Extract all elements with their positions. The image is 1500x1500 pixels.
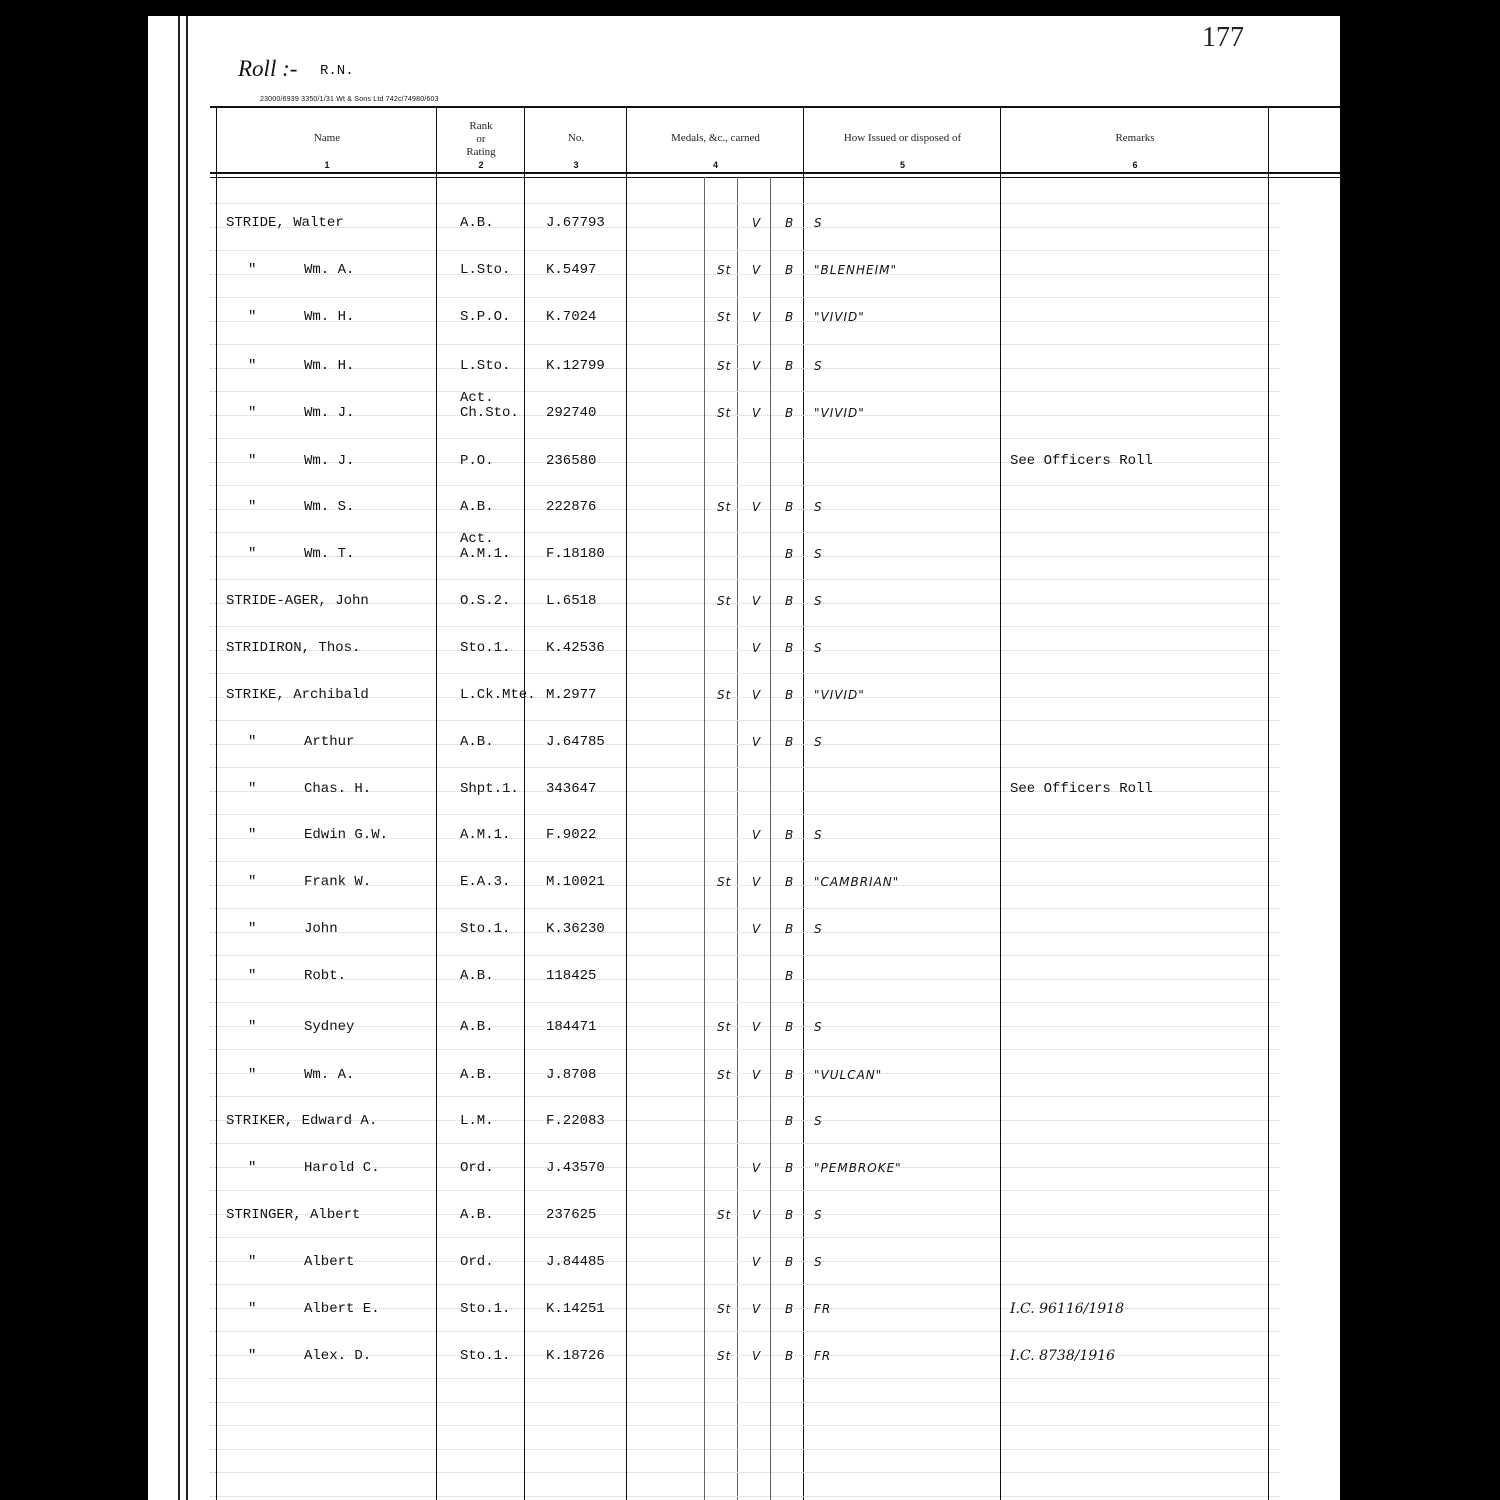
surname-cell: STRIDIRON, Thos. <box>226 640 361 656</box>
rank-cell: Act. Ch.Sto. <box>460 390 519 421</box>
ruled-line <box>210 1378 1280 1379</box>
ruled-line <box>210 1331 1280 1332</box>
service-number-cell: F.22083 <box>546 1113 605 1129</box>
star-medal-mark: St <box>717 1208 732 1222</box>
ditto-mark: " <box>248 309 257 325</box>
ditto-mark: " <box>248 874 257 890</box>
ruled-line <box>210 203 1280 204</box>
rank-cell: A.B. <box>460 215 494 231</box>
service-number-cell: F.18180 <box>546 546 605 562</box>
service-number-cell: K.14251 <box>546 1301 605 1317</box>
ruled-line <box>210 509 1280 510</box>
service-number-cell: K.42536 <box>546 640 605 656</box>
ruled-line <box>210 344 1280 345</box>
given-name-cell: Frank W. <box>304 874 372 890</box>
rank-cell: Act. A.M.1. <box>460 531 511 562</box>
service-number-cell: 343647 <box>546 781 597 797</box>
ruled-line <box>210 650 1280 651</box>
issued-cell: S <box>814 735 823 749</box>
victory-medal-mark: V <box>752 828 762 842</box>
service-number-cell: K.5497 <box>546 262 597 278</box>
ruled-line <box>210 697 1280 698</box>
ditto-mark: " <box>248 405 257 421</box>
rank-cell: A.B. <box>460 499 494 515</box>
ditto-mark: " <box>248 781 257 797</box>
issued-cell: "VIVID" <box>814 688 865 702</box>
service-number-cell: M.10021 <box>546 874 605 890</box>
given-name-cell: John <box>304 921 338 937</box>
service-number-cell: J.8708 <box>546 1067 597 1083</box>
column-rule <box>216 106 217 1500</box>
star-medal-mark: St <box>717 1020 732 1034</box>
british-medal-mark: B <box>785 1020 795 1034</box>
rank-cell: A.B. <box>460 1207 494 1223</box>
given-name-cell: Robt. <box>304 968 347 984</box>
ditto-mark: " <box>248 827 257 843</box>
ruled-line <box>210 626 1280 627</box>
ruled-line <box>210 1425 1280 1426</box>
service-number-cell: 184471 <box>546 1019 597 1035</box>
surname-cell: STRIDE-AGER, John <box>226 593 369 609</box>
binding-frame <box>178 16 188 1500</box>
rank-cell: A.B. <box>460 734 494 750</box>
header-bottom-rule-2 <box>210 177 1340 178</box>
rank-cell: A.M.1. <box>460 827 511 843</box>
british-medal-mark: B <box>785 922 795 936</box>
ruled-line <box>210 932 1280 933</box>
british-medal-mark: B <box>785 735 795 749</box>
british-medal-mark: B <box>785 500 795 514</box>
ruled-line <box>210 1496 1280 1497</box>
ditto-mark: " <box>248 453 257 469</box>
british-medal-mark: B <box>785 1349 795 1363</box>
ruled-line <box>210 1049 1280 1050</box>
rank-cell: Sto.1. <box>460 1301 511 1317</box>
ruled-line <box>210 1261 1280 1262</box>
ditto-mark: " <box>248 1019 257 1035</box>
rank-cell: A.B. <box>460 1067 494 1083</box>
issued-cell: S <box>814 594 823 608</box>
roll-value: R.N. <box>320 63 354 79</box>
col-head-rank: Rank or Rating <box>466 120 496 158</box>
british-medal-mark: B <box>785 216 795 230</box>
roll-label: Roll :- <box>238 56 298 81</box>
column-rule <box>1268 106 1269 1500</box>
ruled-line <box>210 415 1280 416</box>
remarks-cell: See Officers Roll <box>1010 781 1153 797</box>
ruled-line <box>210 1143 1280 1144</box>
ruled-line <box>210 955 1280 956</box>
issued-cell: S <box>814 641 823 655</box>
victory-medal-mark: V <box>752 641 762 655</box>
surname-cell: STRIKER, Edward A. <box>226 1113 378 1129</box>
british-medal-mark: B <box>785 1302 795 1316</box>
service-number-cell: K.7024 <box>546 309 597 325</box>
ditto-mark: " <box>248 1160 257 1176</box>
issued-cell: FR <box>814 1302 832 1316</box>
column-rule <box>436 106 437 1500</box>
rank-cell: Shpt.1. <box>460 781 519 797</box>
issued-cell: FR <box>814 1349 832 1363</box>
col-num-6: 6 <box>1132 160 1138 170</box>
star-medal-mark: St <box>717 406 732 420</box>
service-number-cell: J.84485 <box>546 1254 605 1270</box>
remarks-cell: I.C. 96116/1918 <box>1010 1301 1124 1317</box>
given-name-cell: Alex. D. <box>304 1348 372 1364</box>
ruled-line <box>210 1214 1280 1215</box>
given-name-cell: Wm. J. <box>304 453 355 469</box>
rank-cell: Sto.1. <box>460 1348 511 1364</box>
issued-cell: S <box>814 359 823 373</box>
page-number: 177 <box>1202 22 1244 53</box>
british-medal-mark: B <box>785 688 795 702</box>
victory-medal-mark: V <box>752 1255 762 1269</box>
victory-medal-mark: V <box>752 406 762 420</box>
ruled-line <box>210 1096 1280 1097</box>
ruled-line <box>210 438 1280 439</box>
star-medal-mark: St <box>717 500 732 514</box>
ruled-line <box>210 250 1280 251</box>
given-name-cell: Wm. S. <box>304 499 355 515</box>
british-medal-mark: B <box>785 263 795 277</box>
issued-cell: S <box>814 500 823 514</box>
ruled-line <box>210 1284 1280 1285</box>
victory-medal-mark: V <box>752 310 762 324</box>
col-head-name: Name <box>313 132 341 144</box>
british-medal-mark: B <box>785 828 795 842</box>
surname-cell: STRINGER, Albert <box>226 1207 361 1223</box>
ruled-line <box>210 908 1280 909</box>
ruled-line <box>210 1026 1280 1027</box>
british-medal-mark: B <box>785 1255 795 1269</box>
ditto-mark: " <box>248 1301 257 1317</box>
rank-cell: L.Ck.Mte. <box>460 687 536 703</box>
ditto-mark: " <box>248 921 257 937</box>
header-top-rule <box>210 106 1340 108</box>
british-medal-mark: B <box>785 406 795 420</box>
star-medal-mark: St <box>717 875 732 889</box>
victory-medal-mark: V <box>752 359 762 373</box>
issued-cell: S <box>814 1114 823 1128</box>
service-number-cell: J.64785 <box>546 734 605 750</box>
victory-medal-mark: V <box>752 1020 762 1034</box>
service-number-cell: J.43570 <box>546 1160 605 1176</box>
ruled-line <box>210 1472 1280 1473</box>
issued-cell: "VULCAN" <box>814 1068 883 1082</box>
column-rule <box>803 106 804 1500</box>
given-name-cell: Wm. A. <box>304 262 355 278</box>
victory-medal-mark: V <box>752 875 762 889</box>
ruled-line <box>210 532 1280 533</box>
surname-cell: STRIDE, Walter <box>226 215 344 231</box>
given-name-cell: Chas. H. <box>304 781 372 797</box>
ruled-line <box>210 979 1280 980</box>
col-head-issued: How Issued or disposed of <box>843 132 962 144</box>
issued-cell: S <box>814 216 823 230</box>
ruled-line <box>210 1449 1280 1450</box>
ditto-mark: " <box>248 734 257 750</box>
printer-imprint: 23000/6939 3350/1/31 Wt & Sons Ltd 742c/74980/603 <box>260 96 439 103</box>
service-number-cell: L.6518 <box>546 593 597 609</box>
victory-medal-mark: V <box>752 1161 762 1175</box>
service-number-cell: 292740 <box>546 405 597 421</box>
issued-cell: S <box>814 1020 823 1034</box>
given-name-cell: Sydney <box>304 1019 355 1035</box>
ruled-line <box>210 321 1280 322</box>
ditto-mark: " <box>248 1254 257 1270</box>
col-num-1: 1 <box>324 160 330 170</box>
rank-cell: Sto.1. <box>460 640 511 656</box>
given-name-cell: Albert E. <box>304 1301 380 1317</box>
col-head-medals: Medals, &c., carned <box>671 132 760 144</box>
col-num-2: 2 <box>478 160 484 170</box>
star-medal-mark: St <box>717 594 732 608</box>
issued-cell: S <box>814 828 823 842</box>
victory-medal-mark: V <box>752 594 762 608</box>
ruled-line <box>210 1073 1280 1074</box>
british-medal-mark: B <box>785 547 795 561</box>
given-name-cell: Wm. H. <box>304 309 355 325</box>
ruled-line <box>210 391 1280 392</box>
ditto-mark: " <box>248 546 257 562</box>
service-number-cell: 237625 <box>546 1207 597 1223</box>
victory-medal-mark: V <box>752 922 762 936</box>
ruled-line <box>210 1237 1280 1238</box>
victory-medal-mark: V <box>752 1068 762 1082</box>
ruled-line <box>210 274 1280 275</box>
victory-medal-mark: V <box>752 1208 762 1222</box>
roll-sheet <box>148 16 1340 1500</box>
victory-medal-mark: V <box>752 500 762 514</box>
ruled-line <box>210 1190 1280 1191</box>
rank-cell: Ord. <box>460 1160 494 1176</box>
rank-cell: A.B. <box>460 968 494 984</box>
british-medal-mark: B <box>785 875 795 889</box>
issued-cell: S <box>814 922 823 936</box>
ruled-line <box>210 814 1280 815</box>
remarks-cell: See Officers Roll <box>1010 453 1153 469</box>
issued-cell: "CAMBRIAN" <box>814 875 900 889</box>
service-number-cell: J.67793 <box>546 215 605 231</box>
given-name-cell: Edwin G.W. <box>304 827 389 843</box>
rank-cell: A.B. <box>460 1019 494 1035</box>
given-name-cell: Wm. J. <box>304 405 355 421</box>
given-name-cell: Harold C. <box>304 1160 380 1176</box>
ruled-line <box>210 368 1280 369</box>
given-name-cell: Albert <box>304 1254 355 1270</box>
column-rule <box>626 106 627 1500</box>
rank-cell: L.M. <box>460 1113 494 1129</box>
victory-medal-mark: V <box>752 1349 762 1363</box>
ruled-line <box>210 485 1280 486</box>
rank-cell: P.O. <box>460 453 494 469</box>
ruled-line <box>210 579 1280 580</box>
ruled-line <box>210 603 1280 604</box>
star-medal-mark: St <box>717 310 732 324</box>
rank-cell: L.Sto. <box>460 262 511 278</box>
star-medal-mark: St <box>717 688 732 702</box>
ruled-line <box>210 297 1280 298</box>
header-bottom-rule <box>210 172 1340 174</box>
rank-cell: E.A.3. <box>460 874 511 890</box>
ruled-line <box>210 767 1280 768</box>
ruled-line <box>210 861 1280 862</box>
col-head-number: No. <box>567 132 585 144</box>
service-number-cell: 118425 <box>546 968 597 984</box>
ditto-mark: " <box>248 1067 257 1083</box>
ruled-line <box>210 673 1280 674</box>
british-medal-mark: B <box>785 1161 795 1175</box>
star-medal-mark: St <box>717 1349 732 1363</box>
service-number-cell: F.9022 <box>546 827 597 843</box>
rank-cell: O.S.2. <box>460 593 511 609</box>
col-head-remarks: Remarks <box>1115 132 1155 144</box>
star-medal-mark: St <box>717 263 732 277</box>
ditto-mark: " <box>248 499 257 515</box>
ruled-line <box>210 1402 1280 1403</box>
issued-cell: S <box>814 1208 823 1222</box>
victory-medal-mark: V <box>752 263 762 277</box>
victory-medal-mark: V <box>752 1302 762 1316</box>
remarks-cell: I.C. 8738/1916 <box>1010 1348 1116 1364</box>
given-name-cell: Wm. H. <box>304 358 355 374</box>
col-num-4: 4 <box>712 160 718 170</box>
given-name-cell: Wm. T. <box>304 546 355 562</box>
rank-cell: L.Sto. <box>460 358 511 374</box>
given-name-cell: Arthur <box>304 734 355 750</box>
ruled-line <box>210 744 1280 745</box>
victory-medal-mark: V <box>752 216 762 230</box>
service-number-cell: K.36230 <box>546 921 605 937</box>
british-medal-mark: B <box>785 969 795 983</box>
ruled-line <box>210 1002 1280 1003</box>
service-number-cell: K.12799 <box>546 358 605 374</box>
service-number-cell: 222876 <box>546 499 597 515</box>
service-number-cell: 236580 <box>546 453 597 469</box>
british-medal-mark: B <box>785 359 795 373</box>
service-number-cell: M.2977 <box>546 687 597 703</box>
issued-cell: "BLENHEIM" <box>814 263 898 277</box>
col-num-3: 3 <box>573 160 579 170</box>
british-medal-mark: B <box>785 1068 795 1082</box>
star-medal-mark: St <box>717 1068 732 1082</box>
service-number-cell: K.18726 <box>546 1348 605 1364</box>
ditto-mark: " <box>248 358 257 374</box>
star-medal-mark: St <box>717 359 732 373</box>
british-medal-mark: B <box>785 310 795 324</box>
issued-cell: S <box>814 547 823 561</box>
star-medal-mark: St <box>717 1302 732 1316</box>
surname-cell: STRIKE, Archibald <box>226 687 369 703</box>
issued-cell: "VIVID" <box>814 406 865 420</box>
ruled-line <box>210 556 1280 557</box>
col-num-5: 5 <box>899 160 905 170</box>
ditto-mark: " <box>248 968 257 984</box>
ditto-mark: " <box>248 1348 257 1364</box>
victory-medal-mark: V <box>752 735 762 749</box>
british-medal-mark: B <box>785 594 795 608</box>
british-medal-mark: B <box>785 1114 795 1128</box>
given-name-cell: Wm. A. <box>304 1067 355 1083</box>
issued-cell: "VIVID" <box>814 310 865 324</box>
british-medal-mark: B <box>785 641 795 655</box>
ditto-mark: " <box>248 262 257 278</box>
victory-medal-mark: V <box>752 688 762 702</box>
issued-cell: S <box>814 1255 823 1269</box>
ruled-line <box>210 720 1280 721</box>
issued-cell: "PEMBROKE" <box>814 1161 902 1175</box>
column-rule <box>1000 106 1001 1500</box>
rank-cell: Sto.1. <box>460 921 511 937</box>
rank-cell: Ord. <box>460 1254 494 1270</box>
rank-cell: S.P.O. <box>460 309 511 325</box>
british-medal-mark: B <box>785 1208 795 1222</box>
column-rule <box>524 106 525 1500</box>
ruled-line <box>210 227 1280 228</box>
